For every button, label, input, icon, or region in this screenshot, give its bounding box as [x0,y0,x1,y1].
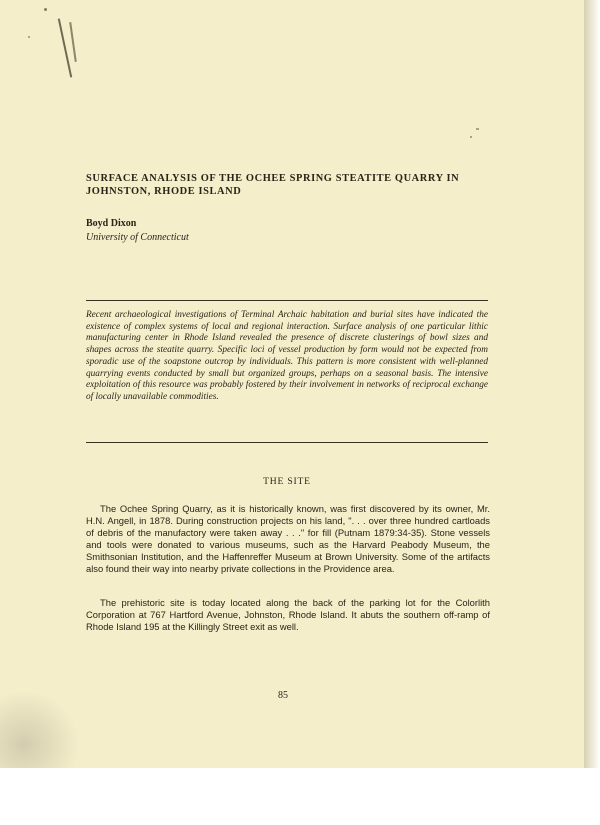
scan-speck [476,128,479,130]
scan-speck [69,22,77,62]
body-paragraph: The prehistoric site is today located along the back of the parking lot for the Colorlith Corporation at 767 Hartford Avenue, Johnston, Rhode Island. It abuts the southern off-ramp of Rhode Island 195 at the Killingly Street exit as well. [86,597,490,633]
abstract-bottom-rule [86,442,488,443]
scan-margin [0,768,600,825]
section-heading: THE SITE [263,476,311,487]
page-number: 85 [278,690,288,701]
scan-edge-shadow [584,0,600,768]
scan-speck [28,36,30,38]
author-name: Boyd Dixon [86,218,137,229]
scan-speck [470,136,472,138]
author-affiliation: University of Connecticut [86,232,189,243]
article-title: SURFACE ANALYSIS OF THE OCHEE SPRING STEATITE QUARRY IN JOHNSTON, RHODE ISLAND [86,173,460,197]
paper-stain [0,690,80,768]
scan-speck [44,8,47,11]
abstract-top-rule [86,300,488,301]
body-paragraph: The Ochee Spring Quarry, as it is historically known, was first discovered by its owner, Mr. H.N. Angell, in 1878. During construction projects on his land, ". . . over three hundred cartloads of debris of the manufactory were taken away . . ." for fill (Putnam 1879:34-35). Stone vessels and tools were donated to various museums, such as the Harvard Peabody Museum, the Smithsonian Institution, and the Haffenreffer Museum at Brown University. Some of the artifacts also found their way into nearby private collections in the Providence area. [86,503,490,575]
abstract-text: Recent archaeological investigations of Terminal Archaic habitation and burial sites have indicated the existence of complex systems of local and regional interaction. Surface analysis of one particular lithic manufacturing center in Rhode Island revealed the presence of discrete clusterings of bowl sizes and shapes across the steatite quarry. Specific loci of vessel production by form would not be expected from sporadic use of the soapstone outcrop by individuals. This pattern is more consistent with well-planned quarrying events conducted by small but organized groups, perhaps on a seasonal basis. The intensive exploitation of this resource was probably fostered by their involvement in networks of reciprocal exchange of locally unavailable commodities. [86,310,488,402]
